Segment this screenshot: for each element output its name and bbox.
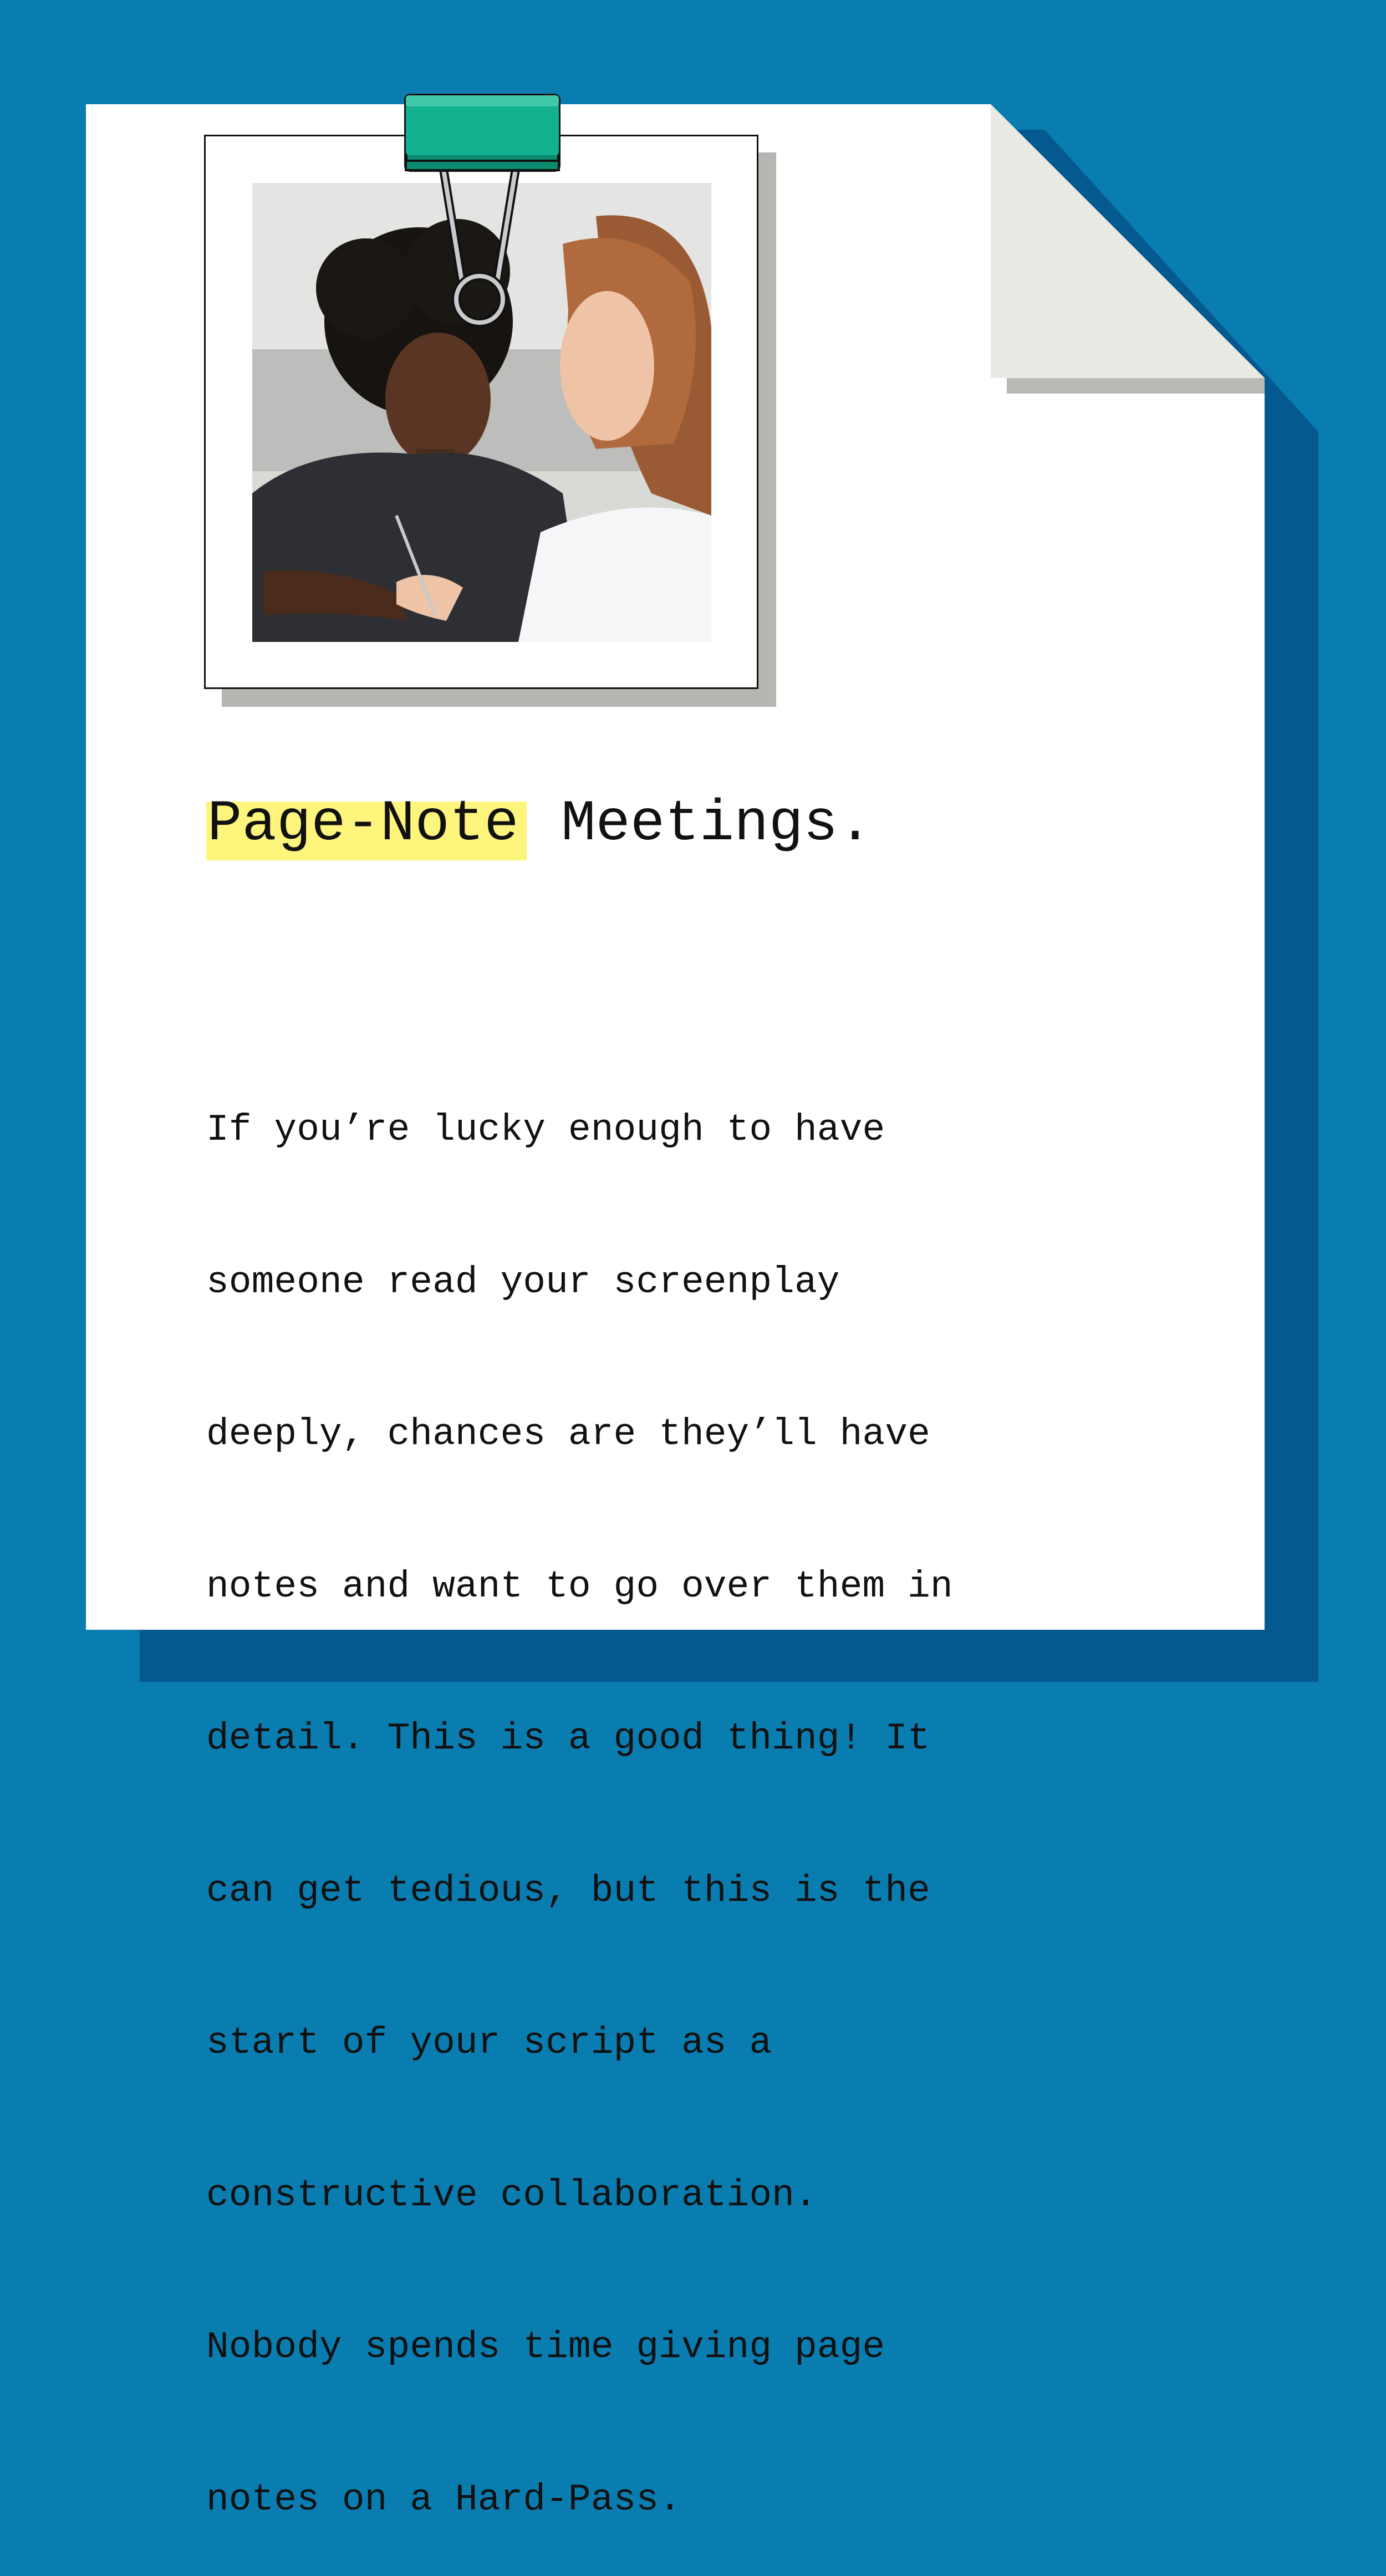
body-line: can get tedious, but this is the bbox=[206, 1869, 930, 1912]
body-line: deeply, chances are they’ll have bbox=[206, 1413, 930, 1456]
page-title bbox=[206, 792, 873, 857]
title-rest: Meetings. bbox=[526, 792, 873, 857]
body-line: detail. This is a good thing! It bbox=[206, 1717, 930, 1760]
body-line: constructive collaboration. bbox=[206, 2174, 817, 2217]
body-line: Nobody spends time giving page bbox=[206, 2326, 885, 2369]
body-line: start of your script as a bbox=[206, 2022, 772, 2064]
body-line: notes on a Hard-Pass. bbox=[206, 2478, 681, 2521]
body-line: someone read your screenplay bbox=[206, 1261, 840, 1304]
binder-clip-icon bbox=[399, 89, 565, 333]
title-highlighted-word: Page-Note bbox=[206, 792, 527, 860]
body-line: If you’re lucky enough to have bbox=[206, 1109, 885, 1151]
body-line: notes and want to go over them in bbox=[206, 1565, 953, 1608]
dog-ear-fold bbox=[991, 104, 1265, 378]
fold-shadow bbox=[1007, 378, 1265, 394]
body-paragraph bbox=[206, 1003, 1121, 2576]
